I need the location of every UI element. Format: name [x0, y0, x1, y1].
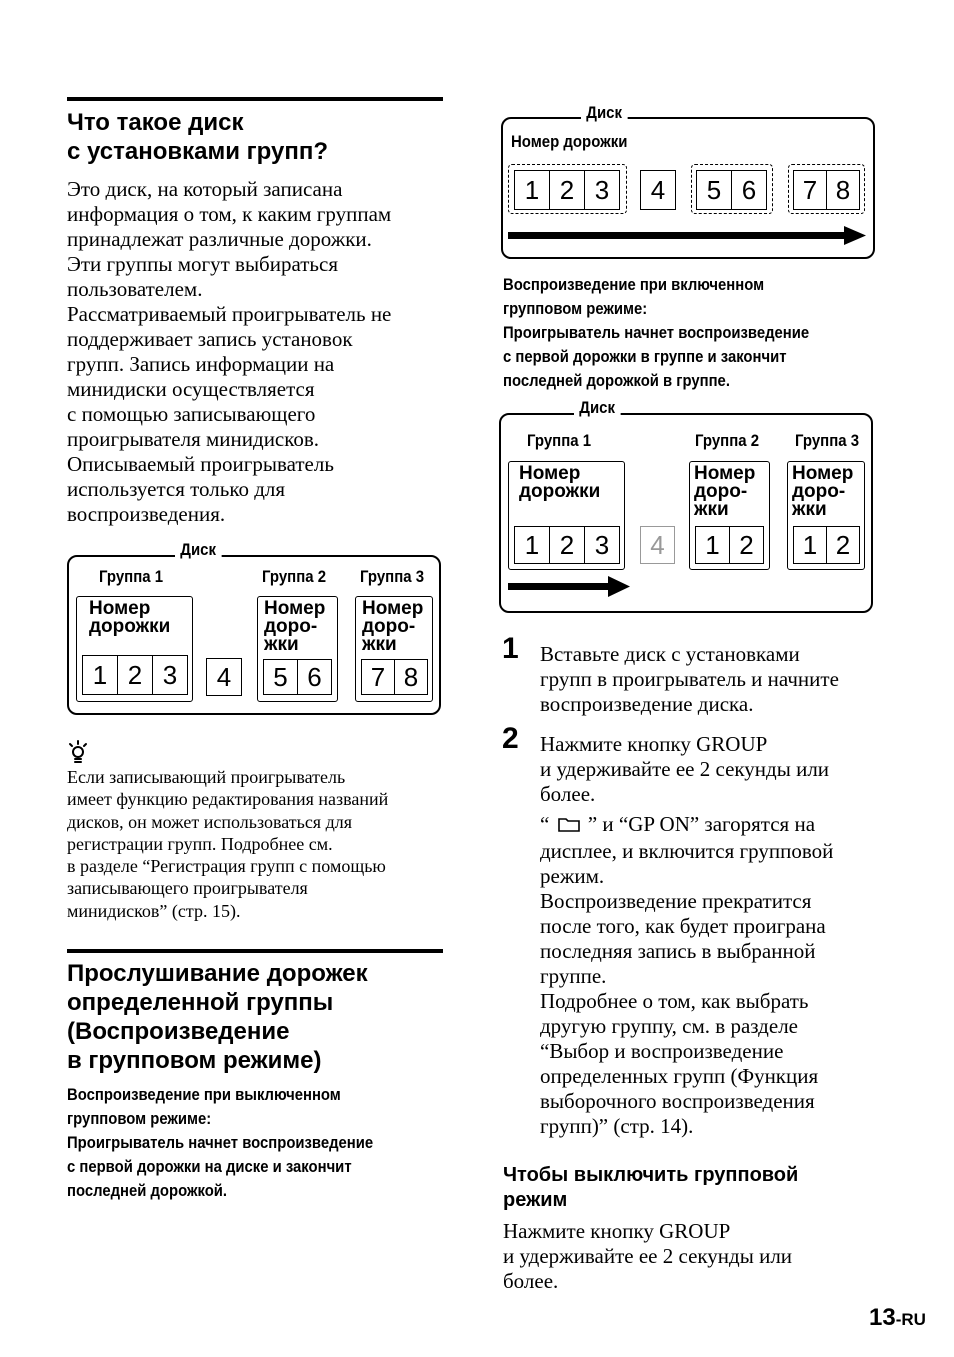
track-cells-group-3 [793, 526, 860, 564]
track-cell: 4 [650, 529, 665, 560]
track-cell: 5 [264, 660, 298, 694]
group-3-label: Группа 3 [795, 431, 860, 450]
subsection-title-disable: Чтобы выключить групповой режим [503, 1164, 799, 1211]
track-cell: 2 [739, 529, 754, 560]
track-cell-4 [640, 170, 676, 210]
group-1-label: Группа 1 [99, 567, 164, 586]
track-cell: 8 [835, 174, 851, 205]
playback-arrow-icon [508, 226, 866, 251]
tip-text: Если записывающий проигрыватель имеет функцию редактирования названий дисков, он может использоваться для регистрации групп. Подробнее см. в разделе “Регистрация групп с помощью записывающего проигрывателя минидисков” (стр. 15). [67, 767, 389, 921]
disc-label: Диск [574, 398, 620, 418]
track-cell: 1 [83, 656, 118, 694]
page-number: 13-RU [869, 1304, 926, 1331]
track-cells-5-6 [696, 170, 767, 210]
group-1-box [508, 461, 625, 570]
track-cells-group-2 [695, 526, 764, 564]
track-cells-7-8 [793, 170, 860, 210]
section-body-group-disc: Это диск, на который записана информация о том, к каким группам принадлежат различные дорожки. Эти группы могут выбираться пользователем. Рассматриваемый проигрыватель не поддерживает запись установок групп. Запись информации на минидиски осуществляется с помощью записывающего проигрывателя минидисков. Описываемый проигрыватель используется только для воспроизведения. [67, 177, 392, 526]
track-cell: 7 [794, 171, 827, 209]
group-3-box [355, 596, 433, 702]
track-cell: 5 [697, 171, 732, 209]
skipped-track-cell [640, 526, 675, 564]
track-cell: 1 [515, 527, 550, 563]
quote-open: “ [540, 812, 550, 836]
step-2-details: “ ” и “GP ON” загорятся на дисплее, и включится групповой режим. Воспроизведение прекратится после того, как будет проиграна последняя запись в выбранной группе. Подробнее о том, как выбрать другую группу, см. в разделе “Выбор и воспроизведение определенных групп (Функция выборочного воспроизведения групп)” (стр. 14). [540, 812, 834, 1138]
track-cells-group-3 [361, 659, 428, 695]
track-cell: 2 [550, 171, 585, 209]
track-cell: 2 [835, 529, 851, 560]
track-number-title: Номер дорожки [519, 463, 601, 502]
step-number-1: 1 [502, 632, 519, 665]
track-number-title: Номер доро- жки [694, 463, 756, 520]
group-2-box [257, 596, 338, 702]
track-number-title: Номер дорожки [89, 598, 171, 637]
track-cells-1-3 [514, 170, 620, 210]
step-1-text: Вставьте диск с установками групп в проигрыватель и начните воспроизведение диска. [540, 642, 839, 716]
group-1-label: Группа 1 [527, 431, 592, 450]
group-2-label: Группа 2 [262, 567, 327, 586]
subsection-body-disable: Нажмите кнопку GROUP и удерживайте ее 2 секунды или более. [503, 1219, 793, 1293]
ungrouped-track-cell [206, 658, 242, 696]
step-2-text: Нажмите кнопку GROUP и удерживайте ее 2 секунды или более. [540, 732, 830, 806]
group-3-box [787, 461, 865, 570]
section-rule-top [67, 97, 443, 101]
track-cell: 8 [403, 661, 419, 692]
track-cell: 1 [794, 527, 827, 563]
track-number-title: Номер доро- жки [362, 598, 424, 655]
section-title-group-playback: Прослушивание дорожек определенной группы (Воспроизведение в групповом режиме) [67, 960, 368, 1074]
on-mode-description: Воспроизведение при включенном групповом режиме: Проигрыватель начнет воспроизведение с первой дорожки в группе и закончит последней дорожкой в группе. [503, 276, 810, 390]
track-cells-group-1 [82, 655, 188, 695]
disc-label: Диск [175, 540, 221, 560]
track-number-title: Номер доро- жки [264, 598, 326, 655]
off-mode-description: Воспроизведение при выключенном групповом режиме: Проигрыватель начнет воспроизведение с первой дорожки на диске и закончит последней дорожкой. [67, 1086, 374, 1200]
track-cell: 7 [362, 660, 395, 694]
track-cell: 4 [216, 661, 232, 692]
track-cell: 3 [594, 174, 610, 205]
group-2-box [689, 461, 770, 570]
track-cell: 3 [162, 659, 178, 690]
group-2-label: Группа 2 [695, 431, 760, 450]
group-1-box [76, 596, 193, 702]
track-cells-group-2 [263, 659, 332, 695]
track-cell: 6 [307, 661, 322, 692]
track-cell: 6 [741, 174, 757, 205]
step-number-2: 2 [502, 722, 519, 755]
track-cell: 2 [118, 656, 153, 694]
track-number-title: Номер дорожки [511, 132, 628, 151]
track-cell: 3 [594, 529, 610, 560]
track-cell: 2 [550, 527, 585, 563]
section-title-group-disc: Что такое диск с установками групп? [67, 109, 328, 165]
section-rule-2 [67, 949, 443, 953]
playback-arrow-icon [508, 576, 630, 603]
track-cell: 1 [696, 527, 730, 563]
track-number-title: Номер доро- жки [792, 463, 854, 520]
group-3-label: Группа 3 [360, 567, 425, 586]
track-cell: 4 [650, 174, 666, 205]
track-cells-group-1 [514, 526, 620, 564]
track-cell: 1 [515, 171, 550, 209]
disc-label: Диск [581, 103, 627, 123]
quote-rest: ” и “GP ON” загорятся на [587, 812, 816, 836]
folder-icon [557, 814, 581, 839]
